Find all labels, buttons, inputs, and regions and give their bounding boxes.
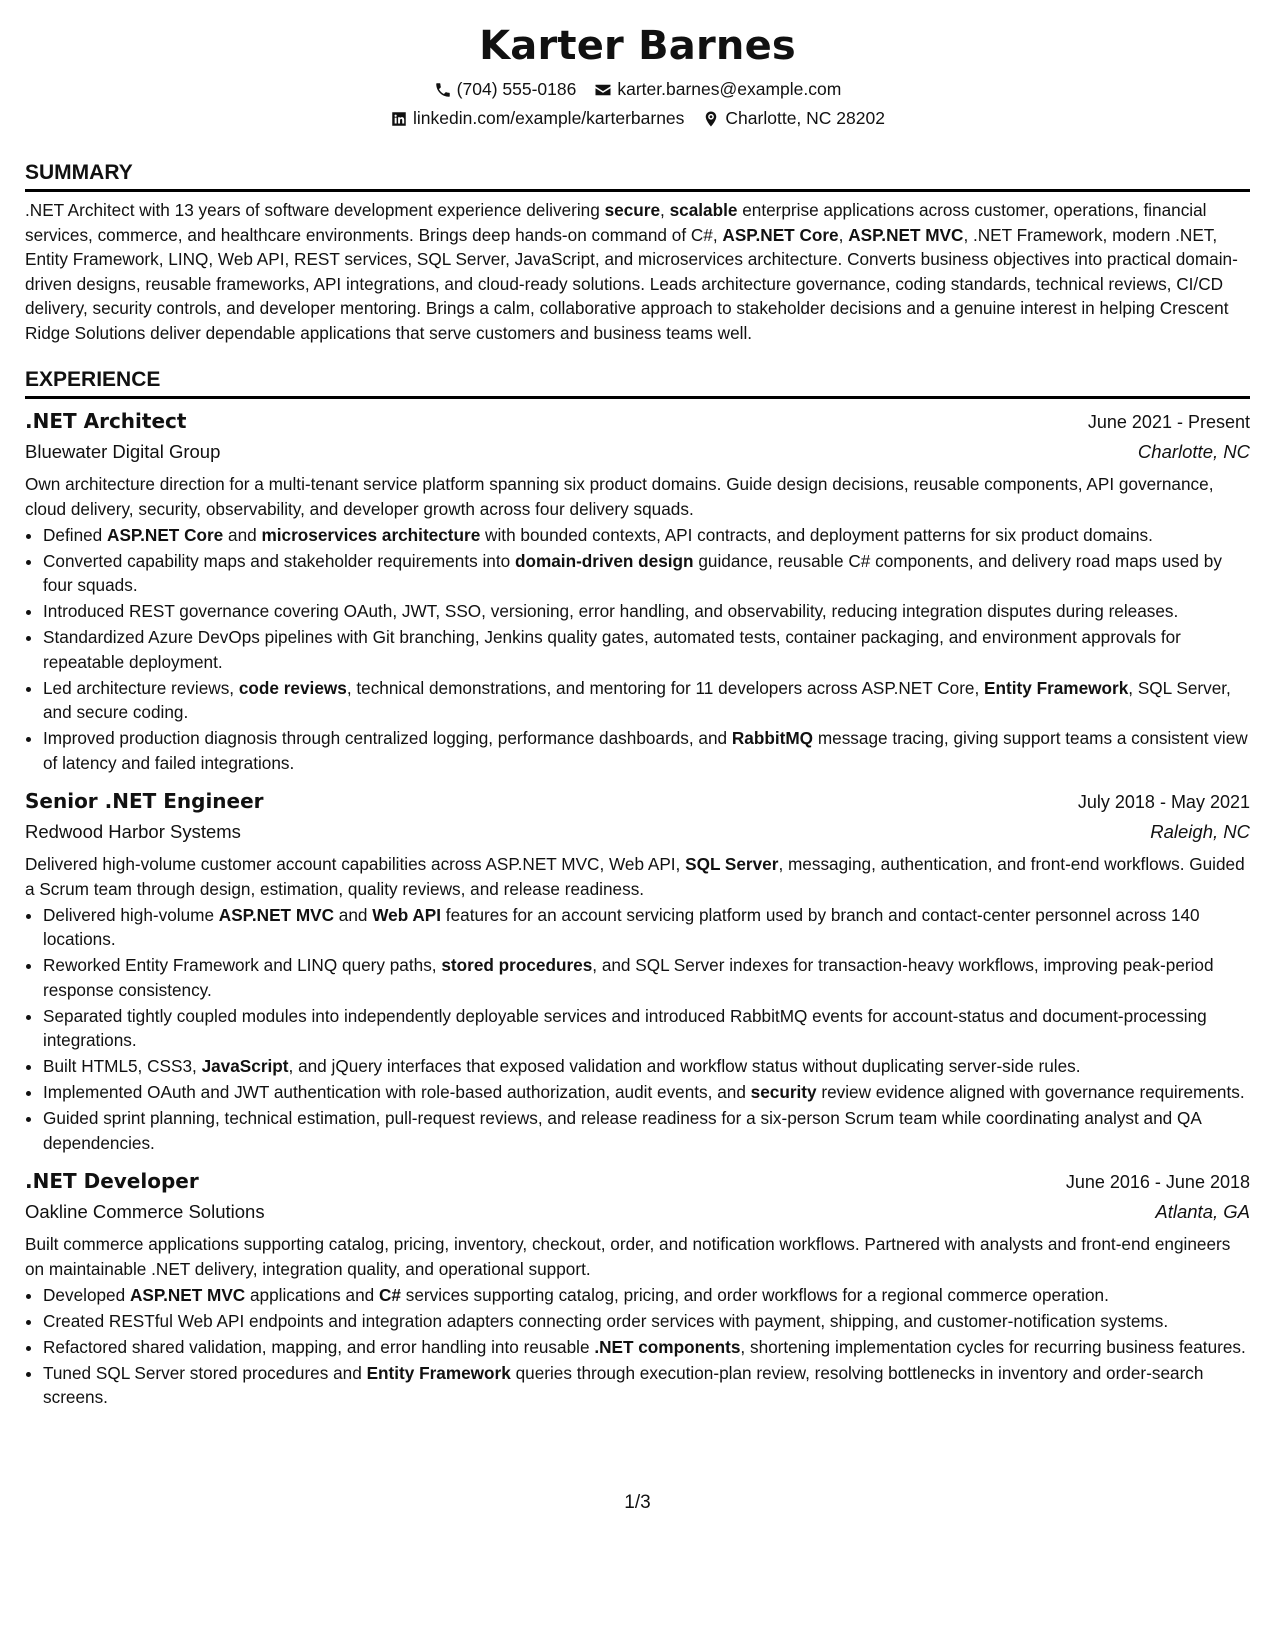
text-run: ,: [838, 224, 849, 245]
bold-keyword: stored procedures: [441, 955, 593, 975]
experience-section: [25, 367, 1250, 1410]
bold-keyword: security: [750, 1082, 817, 1102]
text-run: Guided sprint planning, technical estimation, pull-request reviews, and release readiness for a six-person Scrum team while coordinating analyst and QA dependencies.: [43, 1108, 1201, 1153]
bold-keyword: Entity Framework: [984, 677, 1129, 698]
text-run: Built HTML5, CSS3,: [43, 1056, 202, 1076]
bold-keyword: secure: [604, 200, 661, 220]
bullet-item: [43, 523, 1250, 548]
location-contact: [702, 107, 885, 130]
job-location: Charlotte, NC: [1137, 441, 1250, 462]
job-summary: Built commerce applications supporting catalog, pricing, inventory, checkout, order, and notification workflows. Partnered with analysts and front-end engineers on maintainable .NET delivery, integration quality, and operational support.: [25, 1234, 1231, 1279]
text-run: Standardized Azure DevOps pipelines with Git branching, Jenkins quality gates, automated tests, container packaging, and environment approvals for repeatable deployment.: [43, 627, 1181, 672]
linkedin-icon: [390, 110, 408, 128]
contact-line-2: [25, 107, 1250, 130]
text-run: enterprise applications across customer, operations, financial services, commerce, and healthcare environments. Brings deep hands-on command of C#,: [25, 200, 1207, 245]
bold-keyword: C#: [378, 1284, 401, 1305]
bullet-item: [43, 1335, 1250, 1360]
bold-keyword: microservices architecture: [261, 524, 481, 545]
bold-keyword: domain-driven design: [514, 550, 694, 571]
job-bullets: [25, 903, 1250, 1156]
bullet-item: [43, 1080, 1250, 1105]
envelope-icon: [594, 81, 612, 99]
resume-header: [25, 20, 1250, 130]
bullet-item: [43, 676, 1250, 725]
job-entry: [25, 407, 1250, 775]
job-bullets: [25, 523, 1250, 776]
text-run: features for an account servicing platform used by branch and contact-center personnel across 140 locations.: [43, 904, 1200, 949]
bullet-item: [43, 953, 1250, 1002]
text-run: Tuned SQL Server stored procedures and: [43, 1362, 367, 1383]
bullet-item: [43, 549, 1250, 598]
phone-number: (704) 555-0186: [456, 79, 577, 99]
text-run: , and jQuery interfaces that exposed validation and workflow status without duplicating server-side rules.: [288, 1056, 1081, 1076]
text-run: , technical demonstrations, and mentoring for 11 developers across ASP.NET Core,: [346, 677, 985, 698]
resume-page: [25, 20, 1250, 1410]
bullet-item: [43, 1309, 1250, 1334]
bullet-item: [43, 1004, 1250, 1053]
bullet-item: [43, 903, 1250, 952]
text-run: Defined: [43, 524, 108, 545]
job-title: Senior .NET Engineer: [25, 789, 264, 813]
text-run: ,: [660, 200, 670, 220]
job-dates: June 2021 - Present: [1087, 412, 1250, 432]
bold-keyword: SQL Server: [685, 854, 779, 874]
bold-keyword: RabbitMQ: [731, 728, 814, 748]
job-location: Atlanta, GA: [1155, 1201, 1250, 1222]
bullet-item: [43, 625, 1250, 674]
contact-line-1: [25, 78, 1250, 101]
text-run: , .NET Framework, modern .NET, Entity Framework, LINQ, Web API, REST services, SQL Server, JavaScript, and microservices architecture. Converts business objectives into practical domain-driven designs, reusable frameworks, API integrations, and cloud-ready solutions. Leads architecture governance, coding standards, technical reviews, CI/CD delivery, security controls, and developer mentoring. Brings a calm, collaborative approach to stakeholder decisions and a genuine interest in helping Crescent Ridge Solutions deliver dependable applications that serve customers and business teams well.: [25, 224, 1238, 343]
text-run: , and SQL Server indexes for transaction-heavy workflows, improving peak-period response consistency.: [43, 955, 1214, 1000]
text-run: Developed: [43, 1284, 130, 1305]
text-run: , shortening implementation cycles for recurring business features.: [740, 1336, 1246, 1357]
summary-section: [25, 160, 1250, 345]
bold-keyword: code reviews: [238, 677, 347, 698]
map-pin-icon: [702, 110, 720, 128]
text-run: Separated tightly coupled modules into independently deployable services and introduced RabbitMQ events for account-status and document-processing integrations.: [43, 1005, 1207, 1050]
text-run: , messaging, authentication, and front-end workflows. Guided a Scrum team through design, estimation, quality reviews, and release readiness.: [25, 854, 1245, 899]
job-summary: [25, 852, 1250, 901]
text-run: , SQL Server, and secure coding.: [43, 677, 1231, 722]
text-run: guidance, reusable C# components, and delivery road maps used by four squads.: [43, 550, 1222, 595]
phone-icon: [434, 81, 452, 99]
bold-keyword: ASP.NET MVC: [848, 224, 964, 245]
bold-keyword: ASP.NET Core: [722, 224, 839, 245]
text-run: .NET Architect with 13 years of software development experience delivering: [25, 200, 605, 220]
job-location: Raleigh, NC: [1150, 821, 1250, 842]
job-summary: Own architecture direction for a multi-tenant service platform spanning six product domains. Guide design decisions, reusable components, API governance, cloud delivery, security, observability, and developer growth across four delivery squads.: [25, 474, 1214, 519]
bold-keyword: JavaScript: [201, 1056, 289, 1076]
text-run: Reworked Entity Framework and LINQ query paths,: [43, 955, 442, 975]
linkedin-contact[interactable]: [390, 107, 684, 130]
company-name: Redwood Harbor Systems: [25, 821, 241, 842]
summary-heading: SUMMARY: [25, 160, 1250, 192]
company-name: Oakline Commerce Solutions: [25, 1201, 265, 1222]
job-entry: [25, 787, 1250, 1155]
bullet-item: [43, 599, 1250, 624]
email-address[interactable]: karter.barnes@example.com: [617, 79, 842, 99]
text-run: message tracing, giving support teams a consistent view of latency and failed integrations.: [43, 728, 1248, 773]
job-title: .NET Developer: [25, 1169, 199, 1193]
experience-heading: EXPERIENCE: [25, 367, 1250, 399]
text-run: services supporting catalog, pricing, and order workflows for a regional commerce operation.: [400, 1284, 1109, 1305]
bold-keyword: ASP.NET MVC: [129, 1284, 246, 1305]
summary-text: [25, 198, 1250, 345]
text-run: Led architecture reviews,: [43, 677, 239, 698]
text-run: and: [223, 524, 262, 545]
bold-keyword: .NET components: [594, 1336, 741, 1357]
linkedin-url[interactable]: linkedin.com/example/karterbarnes: [413, 108, 685, 128]
text-run: and: [334, 904, 373, 925]
bullet-item: [43, 1106, 1250, 1155]
job-bullets: [25, 1283, 1250, 1410]
email-contact[interactable]: [594, 78, 841, 101]
job-dates: June 2016 - June 2018: [1065, 1172, 1250, 1192]
bold-keyword: Entity Framework: [366, 1362, 511, 1383]
candidate-name: Karter Barnes: [479, 23, 796, 69]
text-run: Converted capability maps and stakeholder requirements into: [43, 550, 515, 571]
bullet-item: [43, 1283, 1250, 1308]
text-run: Delivered high-volume customer account capabilities across ASP.NET MVC, Web API,: [25, 854, 686, 874]
job-title: .NET Architect: [25, 409, 187, 433]
phone-contact: [434, 78, 577, 101]
text-run: applications and: [245, 1284, 379, 1305]
location-text: Charlotte, NC 28202: [725, 108, 885, 128]
text-run: Improved production diagnosis through centralized logging, performance dashboards, and: [43, 728, 732, 748]
text-run: Refactored shared validation, mapping, and error handling into reusable: [43, 1336, 595, 1357]
bold-keyword: scalable: [669, 200, 738, 220]
job-entry: [25, 1167, 1250, 1410]
job-dates: July 2018 - May 2021: [1077, 792, 1250, 812]
bold-keyword: ASP.NET Core: [107, 524, 224, 545]
text-run: Implemented OAuth and JWT authentication with role-based authorization, audit events, and: [43, 1082, 751, 1102]
bullet-item: [43, 726, 1250, 775]
text-run: review evidence aligned with governance requirements.: [816, 1082, 1245, 1102]
bold-keyword: ASP.NET MVC: [218, 904, 335, 925]
text-run: queries through execution-plan review, resolving bottlenecks in inventory and order-search screens.: [43, 1362, 1204, 1407]
bullet-item: [43, 1361, 1250, 1410]
bullet-item: [43, 1054, 1250, 1079]
bold-keyword: Web API: [372, 904, 442, 925]
text-run: Delivered high-volume: [43, 904, 219, 925]
text-run: Created RESTful Web API endpoints and integration adapters connecting order services with payment, shipping, and customer-notification systems.: [43, 1310, 1169, 1331]
page-number: 1/3: [624, 1492, 651, 1513]
text-run: Introduced REST governance covering OAuth, JWT, SSO, versioning, error handling, and observability, reducing integration disputes during releases.: [43, 601, 1179, 621]
company-name: Bluewater Digital Group: [25, 441, 221, 462]
text-run: with bounded contexts, API contracts, and deployment patterns for six product domains.: [480, 524, 1153, 545]
